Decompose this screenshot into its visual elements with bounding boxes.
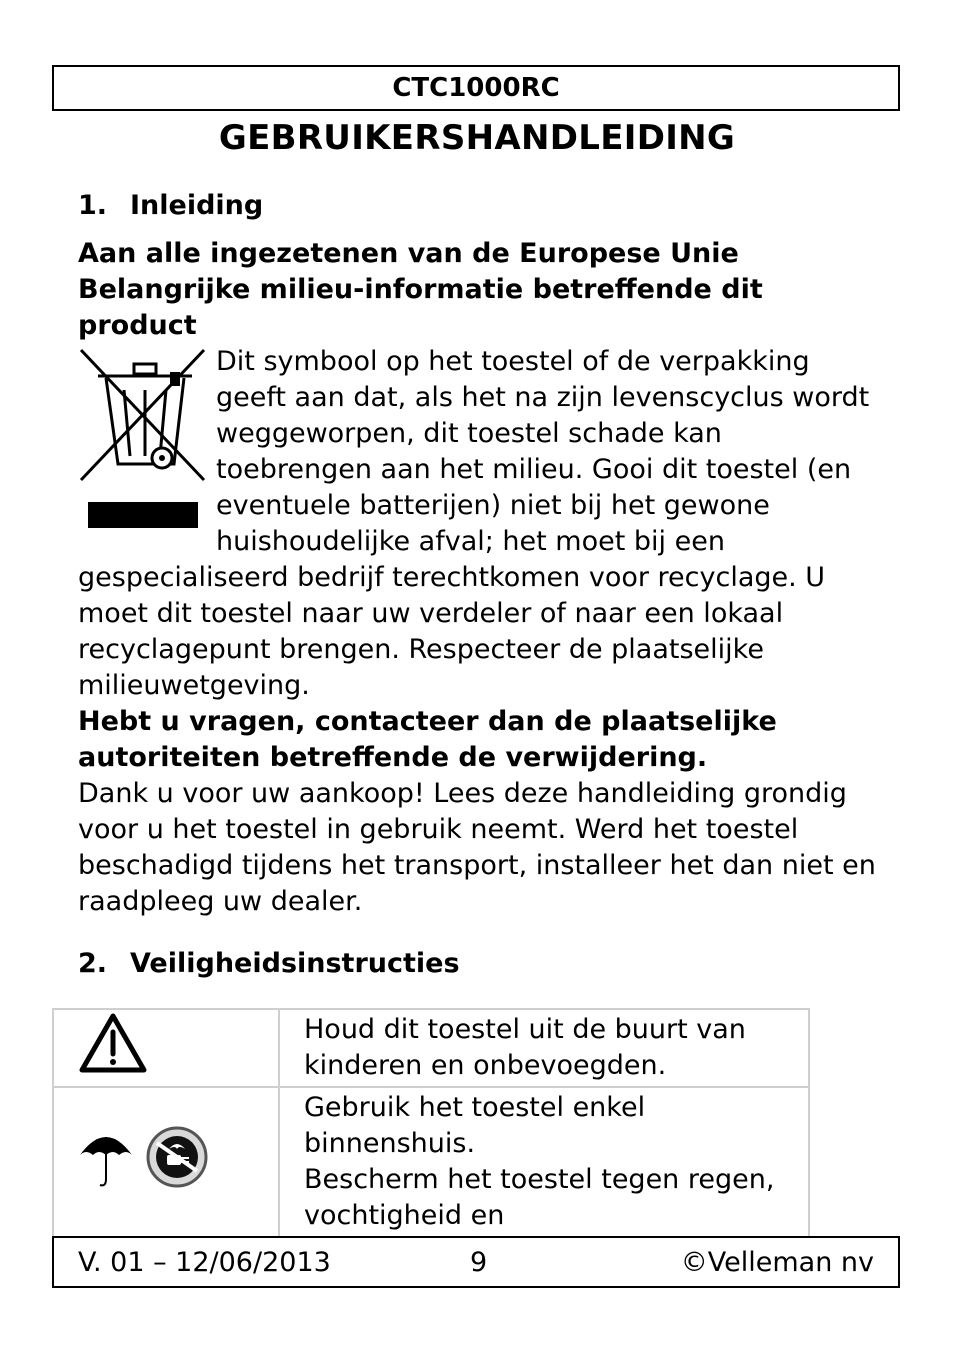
text-cell: Houd dit toestel uit de buurt van kinderen en onbevoegden. (279, 1009, 809, 1087)
bold-note: Hebt u vragen, contacteer dan de plaatselijke autoriteiten betreffende de verwijdering. (78, 706, 777, 773)
weee-symbol (78, 346, 216, 534)
indoor-use-text: Gebruik het toestel enkel binnenshuis. (304, 1092, 646, 1159)
icon-cell (53, 1009, 279, 1087)
weee-body-text: Dit symbool op het toestel of de verpakking geeft aan dat, als het na zijn levenscyclus wordt weggeworpen, dit toestel schade kan toebrengen aan het milieu. Gooi dit toestel (en eventuele batterijen) niet bij het gewone huishoudelijke afval; het moet bij een gespecialiseerd bedrijf terechtkomen voor recyclage. U moet dit toestel naar uw verdeler of naar een lokaal recyclagepunt brengen. Respecteer de plaatselijke milieuwetgeving. (78, 346, 870, 701)
section-1-title: Inleiding (130, 190, 264, 221)
section-2-title: Veiligheidsinstructies (130, 948, 460, 979)
section-1-subheading: Aan alle ingezetenen van de Europese Unie Belangrijke milieu-informatie betreffende dit product (78, 238, 763, 341)
warning-triangle-icon (78, 1012, 148, 1074)
page-number: 9 (470, 1247, 488, 1278)
section-2-heading (78, 946, 878, 982)
section-1-number: 1. (78, 190, 108, 221)
icon-cell (53, 1087, 279, 1237)
table-row (53, 1009, 809, 1087)
main-content (78, 188, 878, 982)
section-2-number: 2. (78, 948, 108, 979)
crossed-out-bin-icon (78, 346, 210, 486)
weee-block (78, 344, 878, 704)
model-header (52, 65, 900, 111)
version-date: V. 01 – 12/06/2013 (78, 1247, 331, 1278)
section-1-heading (78, 188, 878, 224)
text-cell (279, 1087, 809, 1237)
safety-table (52, 1008, 810, 1238)
table-row (53, 1087, 809, 1237)
page-footer (52, 1236, 900, 1288)
weee-bar (88, 502, 198, 528)
no-water-icon (145, 1125, 209, 1189)
thanks-text: Dank u voor uw aankoop! Lees deze handleiding grondig voor u het toestel in gebruik neemt. Werd het toestel beschadigd tijdens het transport, installeer het dan niet en raadpleeg uw dealer. (78, 778, 876, 917)
umbrella-icon (78, 1125, 134, 1189)
protect-text: Bescherm het toestel tegen regen, vochtigheid en (304, 1164, 775, 1231)
copyright: ©Velleman nv (680, 1247, 874, 1278)
model-number: CTC1000RC (392, 73, 560, 103)
document-title: GEBRUIKERSHANDLEIDING (218, 118, 736, 158)
